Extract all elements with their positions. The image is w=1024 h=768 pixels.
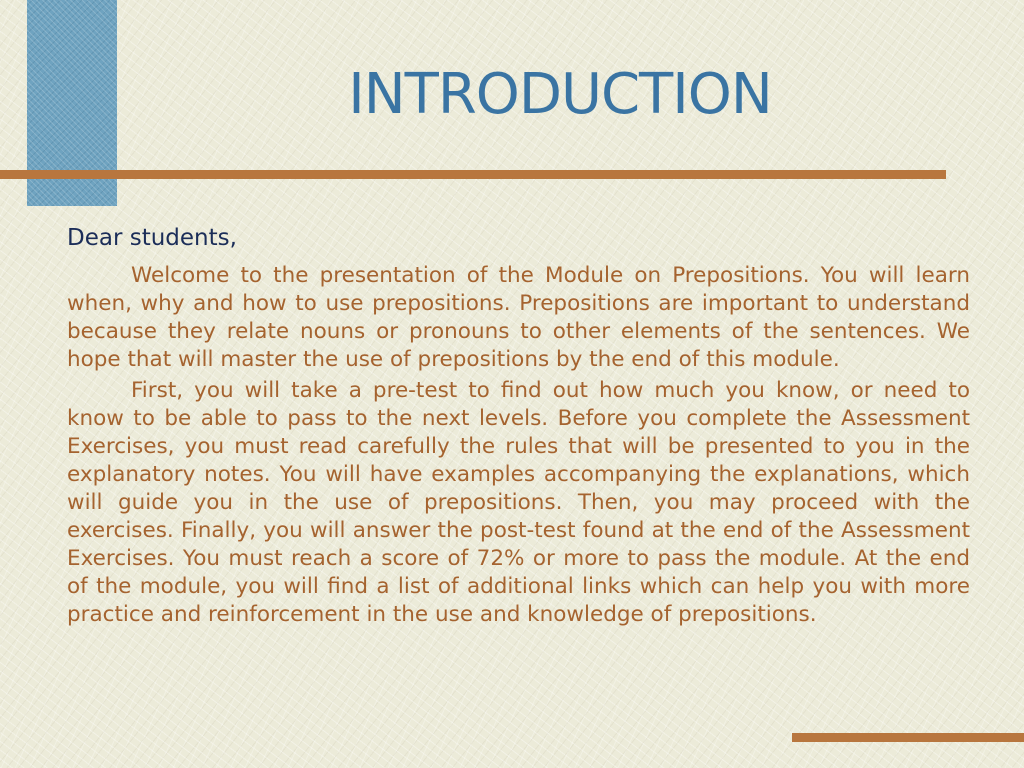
body-content: [67, 262, 970, 632]
salutation-text: Dear students,: [67, 225, 237, 251]
paragraph-welcome: Welcome to the presentation of the Module on Prepositions. You will learn when, why and how to use prepositions. Prepositions are important to understand because they relate nouns or pronouns to other elements of the sentences. We hope that will master the use of prepositions by the end of this module.: [67, 263, 970, 372]
paragraph-instructions: First, you will take a pre-test to find out how much you know, or need to know to be able to pass to the next levels. Before you complete the Assessment Exercises, you must read carefully the rules that will be presented to you in the explanatory notes. You will have examples accompanying the explanations, which will guide you in the use of prepositions. Then, you may proceed with the exercises. Finally, you will answer the post-test found at the end of the Assessment Exercises. You must reach a score of 72% or more to pass the module. At the end of the module, you will find a list of additional links which can help you with more practice and reinforcement in the use and knowledge of prepositions.: [67, 378, 970, 627]
top-divider-rule: [0, 170, 946, 179]
slide-title: INTRODUCTION: [348, 62, 772, 127]
bottom-divider-rule: [792, 733, 1024, 742]
